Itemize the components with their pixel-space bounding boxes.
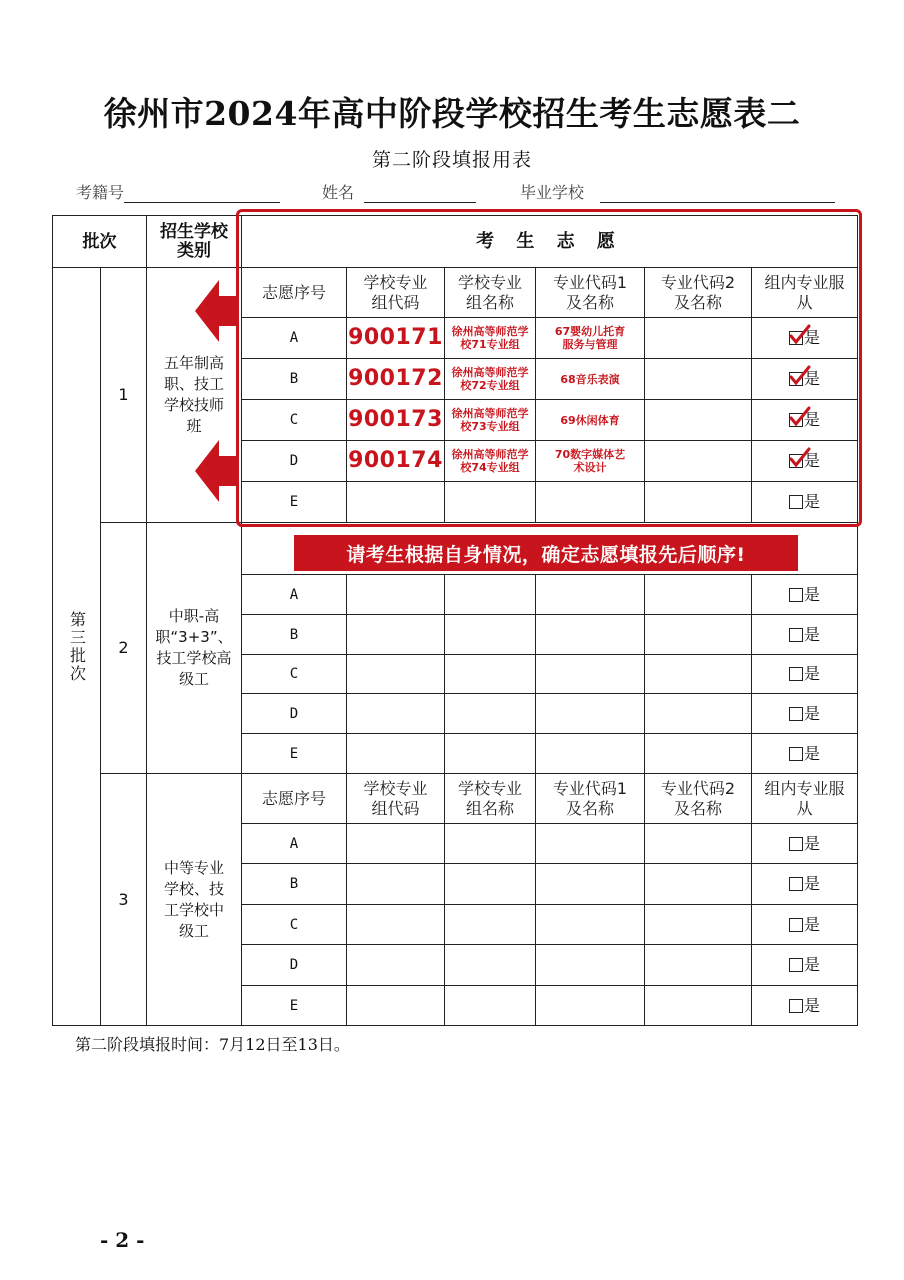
comply-label: 是 <box>803 624 820 644</box>
comply-label: 是 <box>803 492 820 511</box>
group-name-field[interactable]: 徐州高等师范学校73专业组 <box>444 399 536 441</box>
comply-label: 是 <box>803 328 820 347</box>
column-header: 学校专业组代码 <box>346 267 445 318</box>
page-subtitle: 第二阶段填报用表 <box>371 149 532 171</box>
wish-sequence: B <box>241 614 347 655</box>
comply-cell <box>751 904 858 945</box>
comply-label: 是 <box>803 914 820 934</box>
column-header: 专业代码1及名称 <box>535 773 645 824</box>
arrow-left-icon <box>195 280 239 342</box>
comply-label: 是 <box>803 664 820 683</box>
column-header: 学校专业组名称 <box>444 773 536 824</box>
wish-sequence: E <box>241 985 347 1026</box>
major2-field[interactable] <box>644 985 752 1026</box>
group-name-field[interactable] <box>444 985 536 1026</box>
comply-cell <box>751 985 858 1026</box>
comply-checkbox[interactable] <box>789 877 803 891</box>
group-name-field[interactable]: 徐州高等师范学校71专业组 <box>444 317 536 359</box>
wishes-header: 考 生 志 愿 <box>241 215 858 268</box>
section-category: 中职-高职“3+3”、技工学校高级工 <box>146 522 242 774</box>
comply-label: 是 <box>803 955 820 974</box>
major1-field[interactable] <box>535 654 645 694</box>
section-number: 3 <box>100 773 147 1026</box>
highlight-frame <box>236 209 862 527</box>
group-name-field[interactable] <box>444 574 536 615</box>
group-code-field[interactable] <box>346 823 445 864</box>
group-name-field[interactable] <box>444 693 536 734</box>
column-header: 组内专业服从 <box>751 773 858 824</box>
section-number: 1 <box>100 267 147 523</box>
major2-field[interactable] <box>644 823 752 864</box>
column-header: 专业代码2及名称 <box>644 773 752 824</box>
name-label: 姓名 <box>322 183 355 202</box>
wish-sequence: E <box>241 481 347 523</box>
name-field[interactable] <box>364 202 476 203</box>
group-code-field[interactable] <box>346 614 445 655</box>
comply-checkbox[interactable] <box>789 707 803 721</box>
comply-cell <box>751 863 858 905</box>
group-code-field[interactable] <box>346 904 445 945</box>
wish-sequence: A <box>241 317 347 359</box>
comply-checkbox[interactable] <box>789 918 803 932</box>
comply-label: 是 <box>803 410 820 429</box>
major2-field[interactable] <box>644 904 752 945</box>
wish-sequence: D <box>241 440 347 482</box>
major1-field[interactable] <box>535 985 645 1026</box>
comply-label: 是 <box>803 703 820 723</box>
comply-cell <box>751 693 858 734</box>
footer-note: 第二阶段填报时间：7月12日至13日。 <box>75 1035 350 1054</box>
wish-sequence: E <box>241 733 347 774</box>
school-label: 毕业学校 <box>520 183 585 202</box>
column-header: 组内专业服从 <box>751 267 858 318</box>
comply-label: 是 <box>803 584 820 604</box>
major1-field[interactable] <box>535 693 645 734</box>
major1-field[interactable] <box>535 574 645 615</box>
major1-field[interactable] <box>535 733 645 774</box>
comply-cell <box>751 823 858 864</box>
group-name-field[interactable] <box>444 614 536 655</box>
group-name-field[interactable]: 徐州高等师范学校72专业组 <box>444 358 536 400</box>
wish-sequence: C <box>241 399 347 441</box>
column-header: 学校专业组代码 <box>346 773 445 824</box>
major2-field[interactable] <box>644 654 752 694</box>
major1-field[interactable] <box>535 944 645 986</box>
major1-field[interactable]: 67婴幼儿托育服务与管理 <box>535 317 645 359</box>
wish-sequence: B <box>241 358 347 400</box>
group-name-field[interactable]: 徐州高等师范学校74专业组 <box>444 440 536 482</box>
column-header: 专业代码1及名称 <box>535 267 645 318</box>
order-notice-banner: 请考生根据自身情况，确定志愿填报先后顺序! <box>294 535 798 571</box>
group-code-field[interactable]: 900172 <box>346 358 445 400</box>
comply-checkbox[interactable] <box>789 628 803 642</box>
comply-cell <box>751 574 858 615</box>
comply-checkbox[interactable] <box>789 747 803 761</box>
group-code-field[interactable] <box>346 574 445 615</box>
comply-label: 是 <box>803 451 820 470</box>
section-category: 中等专业学校、技工学校中级工 <box>146 773 242 1026</box>
major1-field[interactable]: 70数字媒体艺术设计 <box>535 440 645 482</box>
group-code-field[interactable] <box>346 985 445 1026</box>
student-id-label: 考籍号 <box>76 183 125 202</box>
group-name-field[interactable] <box>444 733 536 774</box>
group-code-field[interactable] <box>346 693 445 734</box>
section-category: 五年制高职、技工学校技师班 <box>146 267 242 523</box>
category-header: 招生学校类别 <box>146 215 242 268</box>
comply-checkbox[interactable] <box>789 667 803 681</box>
group-name-field[interactable] <box>444 944 536 986</box>
major1-field[interactable] <box>535 863 645 905</box>
section-number: 2 <box>100 522 147 774</box>
column-header: 专业代码2及名称 <box>644 267 752 318</box>
group-code-field[interactable] <box>346 654 445 694</box>
major2-field[interactable] <box>644 944 752 986</box>
major1-field[interactable] <box>535 823 645 864</box>
batch-header: 批次 <box>52 215 147 268</box>
comply-label: 是 <box>803 743 820 763</box>
major1-field[interactable]: 68音乐表演 <box>535 358 645 400</box>
comply-checkbox[interactable] <box>789 837 803 851</box>
comply-label: 是 <box>803 369 820 388</box>
comply-cell <box>751 733 858 774</box>
page-number: - 2 - <box>100 1228 145 1252</box>
student-id-field[interactable] <box>124 202 280 203</box>
column-header: 志愿序号 <box>241 267 347 318</box>
page-title: 徐州市2024年高中阶段学校招生考生志愿表二 <box>103 94 801 133</box>
arrow-left-icon <box>195 440 239 502</box>
group-code-field[interactable]: 900173 <box>346 399 445 441</box>
major1-field[interactable] <box>535 614 645 655</box>
comply-label: 是 <box>803 874 820 893</box>
batch-name: 第三批次 <box>52 267 101 1026</box>
comply-checkbox[interactable] <box>789 958 803 972</box>
group-code-field[interactable]: 900174 <box>346 440 445 482</box>
group-code-field[interactable] <box>346 944 445 986</box>
wish-sequence: A <box>241 823 347 864</box>
group-name-field[interactable] <box>444 904 536 945</box>
wish-sequence: C <box>241 904 347 945</box>
major1-field[interactable] <box>535 904 645 945</box>
major1-field[interactable]: 69休闲体育 <box>535 399 645 441</box>
group-name-field[interactable] <box>444 823 536 864</box>
group-code-field[interactable]: 900171 <box>346 317 445 359</box>
comply-label: 是 <box>803 995 820 1015</box>
column-header: 志愿序号 <box>241 773 347 824</box>
group-code-field[interactable] <box>346 863 445 905</box>
comply-checkbox[interactable] <box>789 588 803 602</box>
comply-cell <box>751 654 858 694</box>
wish-sequence: C <box>241 654 347 694</box>
comply-label: 是 <box>803 833 820 853</box>
column-header: 学校专业组名称 <box>444 267 536 318</box>
group-name-field[interactable] <box>444 863 536 905</box>
school-field[interactable] <box>600 202 835 203</box>
student-info-fields <box>0 180 904 208</box>
wish-sequence: D <box>241 693 347 734</box>
comply-checkbox[interactable] <box>789 999 803 1013</box>
major2-field[interactable] <box>644 614 752 655</box>
major2-field[interactable] <box>644 693 752 734</box>
major2-field[interactable] <box>644 863 752 905</box>
major2-field[interactable] <box>644 733 752 774</box>
wish-sequence: B <box>241 863 347 905</box>
wish-sequence: A <box>241 574 347 615</box>
group-name-field[interactable] <box>444 654 536 694</box>
group-code-field[interactable] <box>346 733 445 774</box>
comply-cell <box>751 944 858 986</box>
major2-field[interactable] <box>644 574 752 615</box>
comply-cell <box>751 614 858 655</box>
wish-sequence: D <box>241 944 347 986</box>
